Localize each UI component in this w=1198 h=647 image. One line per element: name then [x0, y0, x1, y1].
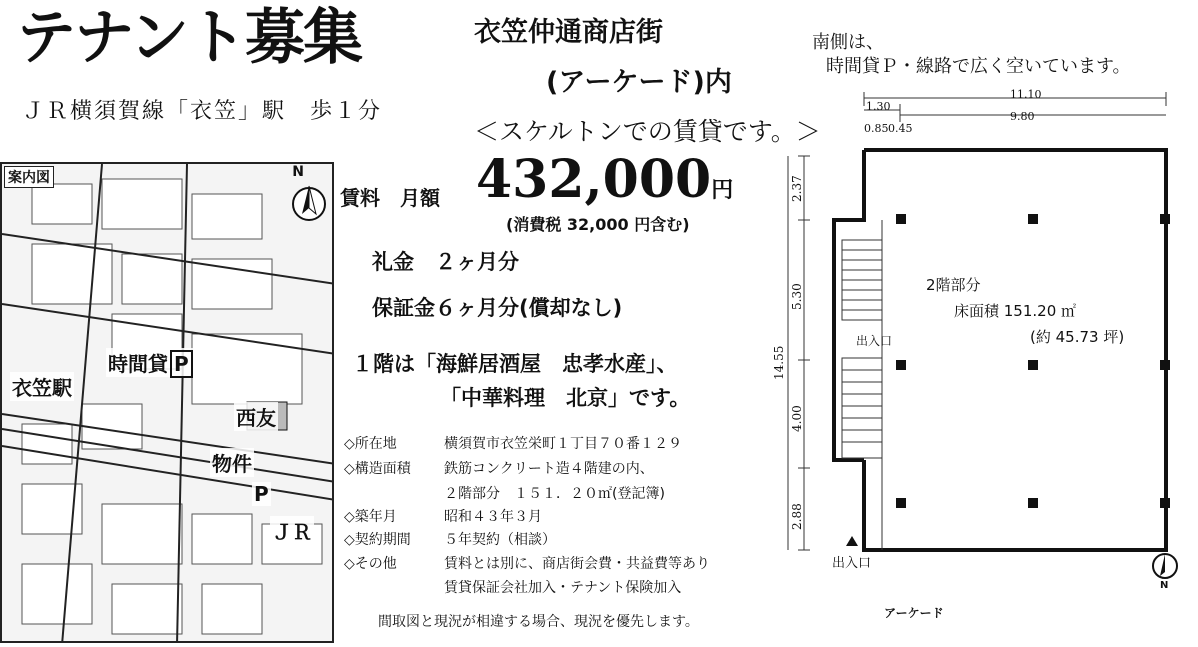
info-value-location: 横須賀市衣笠栄町１丁目７０番１２９ [444, 436, 682, 452]
plan-floor-label: 2階部分 [926, 276, 981, 294]
page-title: テナント募集 [16, 3, 361, 73]
info-value-built: 昭和４３年３月 [444, 509, 542, 525]
shopping-street-name: 衣笠仲通商店街 [474, 17, 663, 48]
dim-v3: 4.00 [790, 405, 804, 432]
dim-v1: 2.37 [790, 175, 804, 202]
plan-entrance-lower: 出入口 [832, 556, 872, 571]
dim-top-inner: 9.80 [1010, 110, 1035, 123]
dim-small-2: 0.85 [864, 122, 889, 135]
dim-top-total: 11.10 [1010, 88, 1042, 101]
floor1-line1: １階は「海鮮居酒屋 忠孝水産」、 [352, 352, 678, 376]
map-property-label: 物件 [210, 448, 254, 477]
map-parking-mark: P [170, 350, 193, 378]
skeleton-note: ＜スケルトンでの賃貸です。＞ [474, 117, 821, 146]
tax-note: (消費税 32,000 円含む) [506, 215, 690, 234]
key-money: 礼金 ２ヶ月分 [372, 250, 519, 274]
info-value-structure: 鉄筋コンクリート造４階建の内、 [444, 461, 654, 477]
map-seiyu-label: 西友 [234, 402, 278, 431]
info-label-contract: ◇契約期間 [344, 532, 411, 548]
rent-amount-value: 432,000 [476, 149, 712, 210]
plan-arcade-label: アーケード [884, 606, 944, 620]
south-note-line1: 南側は、 [812, 32, 884, 53]
dim-v2: 5.30 [790, 283, 804, 310]
dim-small-3: 0.45 [888, 122, 913, 135]
dim-small-1: 1.30 [866, 100, 891, 113]
disclaimer-note: 間取図と現況が相違する場合、現況を優先します。 [378, 614, 699, 630]
arcade-note: (アーケード)内 [546, 67, 732, 98]
rent-unit: 円 [711, 177, 734, 203]
guarantee-deposit: 保証金６ヶ月分(償却なし) [372, 296, 623, 320]
map-parking-label [106, 348, 195, 377]
rent-amount [476, 150, 733, 220]
rent-label: 賃料 月額 [340, 186, 440, 210]
floor-plan [760, 90, 1198, 643]
info-label-other: ◇その他 [344, 556, 397, 572]
info-value-contract: ５年契約（相談） [444, 532, 556, 548]
map-legend: 案内図 [4, 166, 54, 188]
map-station-label: 衣笠駅 [10, 372, 74, 401]
floor1-line2: 「中華料理 北京」です。 [440, 386, 691, 410]
plan-entrance-upper: 出入口 [856, 334, 893, 348]
map-north-label: N [292, 164, 304, 180]
info-label-built: ◇築年月 [344, 509, 397, 525]
dim-left-total: 14.55 [772, 345, 786, 380]
plan-area: 床面積 151.20 ㎡ [954, 302, 1077, 320]
location-map [0, 162, 334, 643]
map-parking-text: 時間貸 [108, 352, 168, 376]
info-value-other: 賃料とは別に、商店街会費・共益費等あり [444, 556, 710, 572]
info-value-other2: 賃貸保証会社加入・テナント保険加入 [444, 580, 682, 596]
map-jr-label: ＪＲ [270, 516, 314, 545]
floor-plan-drawing [760, 90, 1198, 643]
map-p-label: P [254, 482, 269, 506]
info-value-area: ２階部分 １５１．２０㎡(登記簿) [444, 486, 665, 502]
info-label-location: ◇所在地 [344, 436, 397, 452]
map-drawing [2, 164, 334, 643]
plan-tsubo: (約 45.73 坪) [1030, 328, 1125, 346]
plan-north-label: N [1160, 580, 1169, 591]
dim-v4: 2.88 [790, 503, 804, 530]
info-label-structure: ◇構造面積 [344, 461, 411, 477]
south-note-line2: 時間貸Ｐ・線路で広く空いています。 [826, 56, 1131, 77]
station-access: ＪＲ横須賀線「衣笠」駅 歩１分 [22, 99, 383, 124]
